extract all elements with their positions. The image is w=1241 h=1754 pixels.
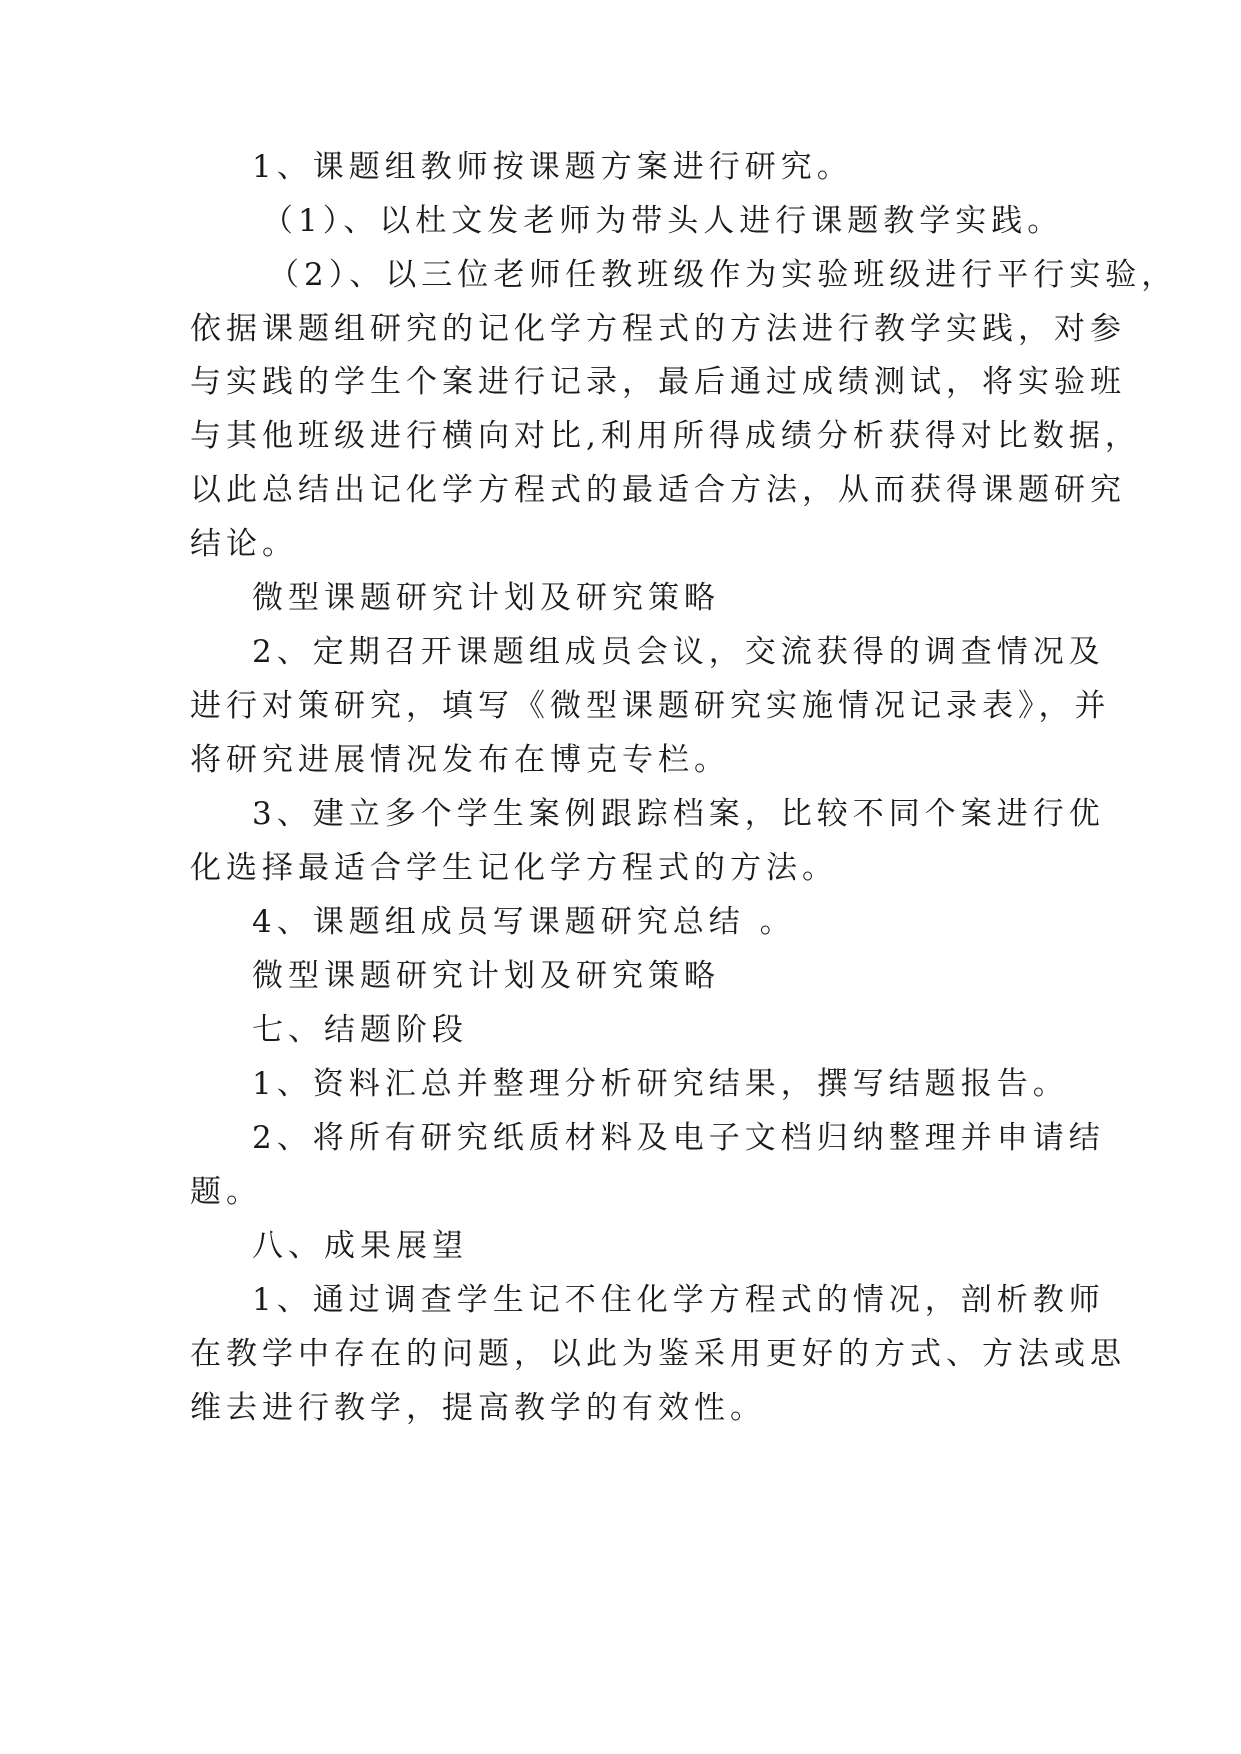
- paragraph-line: 以此总结出记化学方程式的最适合方法，从而获得课题研究: [190, 472, 1126, 508]
- section-heading: 微型课题研究计划及研究策略: [252, 958, 720, 994]
- paragraph-line: （2）、以三位老师任教班级作为实验班级进行平行实验，: [268, 257, 1178, 293]
- paragraph-line: 2、将所有研究纸质材料及电子文档归纳整理并申请结: [252, 1120, 1105, 1156]
- paragraph-line: 2、定期召开课题组成员会议，交流获得的调查情况及: [252, 634, 1105, 670]
- paragraph-line: 1、资料汇总并整理分析研究结果，撰写结题报告。: [252, 1066, 1069, 1102]
- paragraph-line: 结论。: [190, 526, 298, 562]
- paragraph-line: 与实践的学生个案进行记录，最后通过成绩测试，将实验班: [190, 364, 1126, 400]
- section-heading: 七、结题阶段: [252, 1012, 468, 1048]
- paragraph-line: 维去进行教学，提高教学的有效性。: [190, 1390, 766, 1426]
- paragraph-line: 依据课题组研究的记化学方程式的方法进行教学实践，对参: [190, 311, 1126, 347]
- paragraph-line: 1、通过调查学生记不住化学方程式的情况，剖析教师: [252, 1282, 1105, 1318]
- paragraph-line: 与其他班级进行横向对比,利用所得成绩分析获得对比数据，: [190, 418, 1141, 454]
- paragraph-line: 4、课题组成员写课题研究总结 。: [252, 904, 796, 940]
- paragraph-line: 1、课题组教师按课题方案进行研究。: [252, 149, 853, 185]
- paragraph-line: 将研究进展情况发布在博克专栏。: [190, 742, 730, 778]
- paragraph-line: （1）、以杜文发老师为带头人进行课题教学实践。: [262, 203, 1064, 239]
- paragraph-line: 在教学中存在的问题，以此为鉴采用更好的方式、方法或思: [190, 1336, 1126, 1372]
- section-heading: 微型课题研究计划及研究策略: [252, 580, 720, 616]
- paragraph-line: 题。: [190, 1174, 262, 1210]
- section-heading: 八、成果展望: [252, 1228, 468, 1264]
- paragraph-line: 化选择最适合学生记化学方程式的方法。: [190, 850, 838, 886]
- paragraph-line: 进行对策研究，填写《微型课题研究实施情况记录表》，并: [190, 688, 1111, 724]
- paragraph-line: 3、建立多个学生案例跟踪档案，比较不同个案进行优: [252, 796, 1105, 832]
